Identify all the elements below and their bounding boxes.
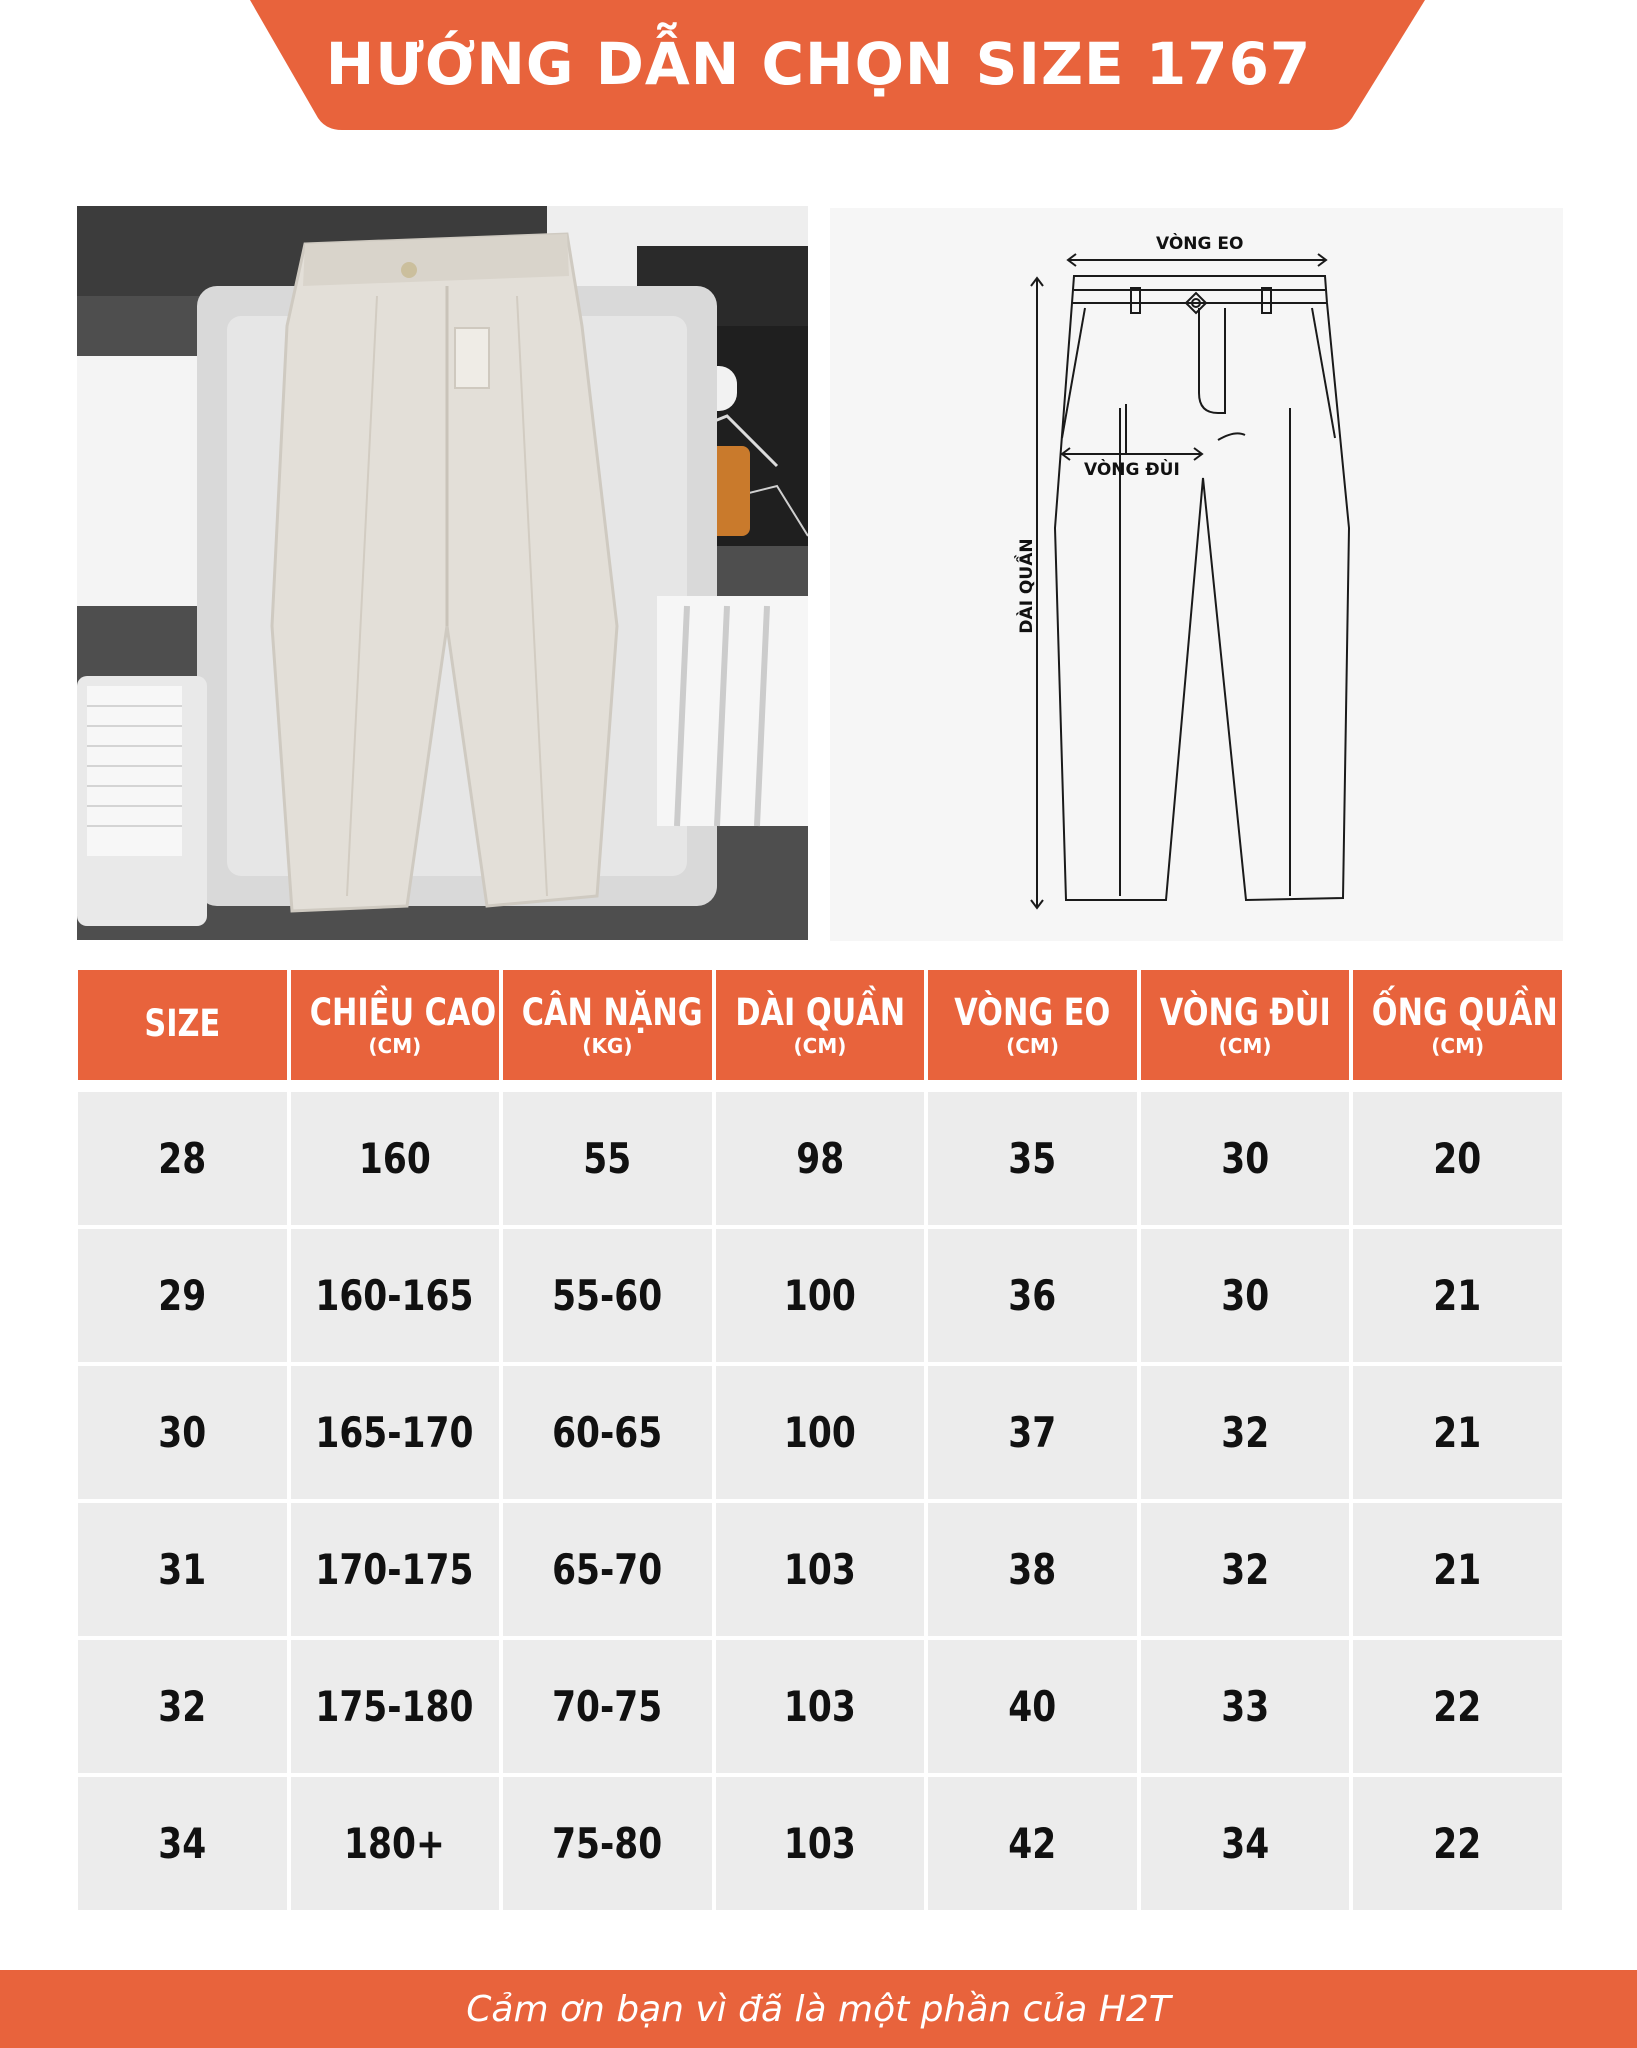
table-cell: 22	[1353, 1777, 1562, 1910]
table-cell: 28	[78, 1092, 287, 1225]
table-row	[78, 1640, 1562, 1773]
table-row	[78, 1092, 1562, 1225]
title-banner	[0, 0, 1637, 132]
table-cell: 165-170	[291, 1366, 500, 1499]
table-cell: 103	[716, 1503, 925, 1636]
table-cell: 31	[78, 1503, 287, 1636]
table-cell: 30	[1141, 1229, 1350, 1362]
header-length: DÀI QUẦN (CM)	[716, 970, 925, 1080]
page-title: HƯỚNG DẪN CHỌN SIZE 1767	[325, 30, 1312, 98]
table-cell: 36	[928, 1229, 1137, 1362]
table-cell: 20	[1353, 1092, 1562, 1225]
table-cell: 30	[78, 1366, 287, 1499]
table-cell: 35	[928, 1092, 1137, 1225]
table-cell: 21	[1353, 1229, 1562, 1362]
header-height: CHIỀU CAO (CM)	[291, 970, 500, 1080]
footer-thanks: Cảm ơn bạn vì đã là một phần của H2T	[0, 1970, 1637, 2048]
table-cell: 100	[716, 1229, 925, 1362]
table-row	[78, 1229, 1562, 1362]
table-cell: 103	[716, 1640, 925, 1773]
table-cell: 32	[78, 1640, 287, 1773]
table-cell: 103	[716, 1777, 925, 1910]
table-header-row	[78, 970, 1562, 1080]
table-cell: 34	[78, 1777, 287, 1910]
table-cell: 98	[716, 1092, 925, 1225]
table-cell: 180+	[291, 1777, 500, 1910]
table-cell: 32	[1141, 1503, 1350, 1636]
table-cell: 22	[1353, 1640, 1562, 1773]
table-cell: 70-75	[503, 1640, 712, 1773]
table-cell: 60-65	[503, 1366, 712, 1499]
table-cell: 37	[928, 1366, 1137, 1499]
table-cell: 160	[291, 1092, 500, 1225]
table-cell: 65-70	[503, 1503, 712, 1636]
table-cell: 42	[928, 1777, 1137, 1910]
table-spacer	[78, 1084, 1562, 1088]
table-cell: 21	[1353, 1366, 1562, 1499]
table-cell: 32	[1141, 1366, 1350, 1499]
table-cell: 175-180	[291, 1640, 500, 1773]
table-cell: 38	[928, 1503, 1137, 1636]
table-row	[78, 1503, 1562, 1636]
header-waist: VÒNG EO (CM)	[928, 970, 1137, 1080]
table-cell: 55-60	[503, 1229, 712, 1362]
header-thigh: VÒNG ĐÙI (CM)	[1141, 970, 1350, 1080]
size-table	[74, 966, 1566, 1914]
table-cell: 21	[1353, 1503, 1562, 1636]
waist-label: VÒNG EO	[1156, 234, 1244, 254]
table-cell: 33	[1141, 1640, 1350, 1773]
header-leg-opening: ỐNG QUẦN (CM)	[1353, 970, 1562, 1080]
header-weight: CÂN NẶNG (KG)	[503, 970, 712, 1080]
length-label: DÀI QUẦN	[1017, 538, 1037, 634]
table-cell: 29	[78, 1229, 287, 1362]
product-photo	[77, 206, 808, 940]
header-size: SIZE	[78, 970, 287, 1080]
table-cell: 30	[1141, 1092, 1350, 1225]
table-cell: 100	[716, 1366, 925, 1499]
table-cell: 55	[503, 1092, 712, 1225]
table-cell: 75-80	[503, 1777, 712, 1910]
table-row	[78, 1777, 1562, 1910]
pants-line-drawing	[830, 208, 1563, 941]
table-row	[78, 1366, 1562, 1499]
measurement-diagram	[830, 208, 1563, 941]
table-cell: 34	[1141, 1777, 1350, 1910]
table-cell: 40	[928, 1640, 1137, 1773]
thigh-label: VÒNG ĐÙI	[1084, 460, 1180, 480]
table-cell: 170-175	[291, 1503, 500, 1636]
table-cell: 160-165	[291, 1229, 500, 1362]
